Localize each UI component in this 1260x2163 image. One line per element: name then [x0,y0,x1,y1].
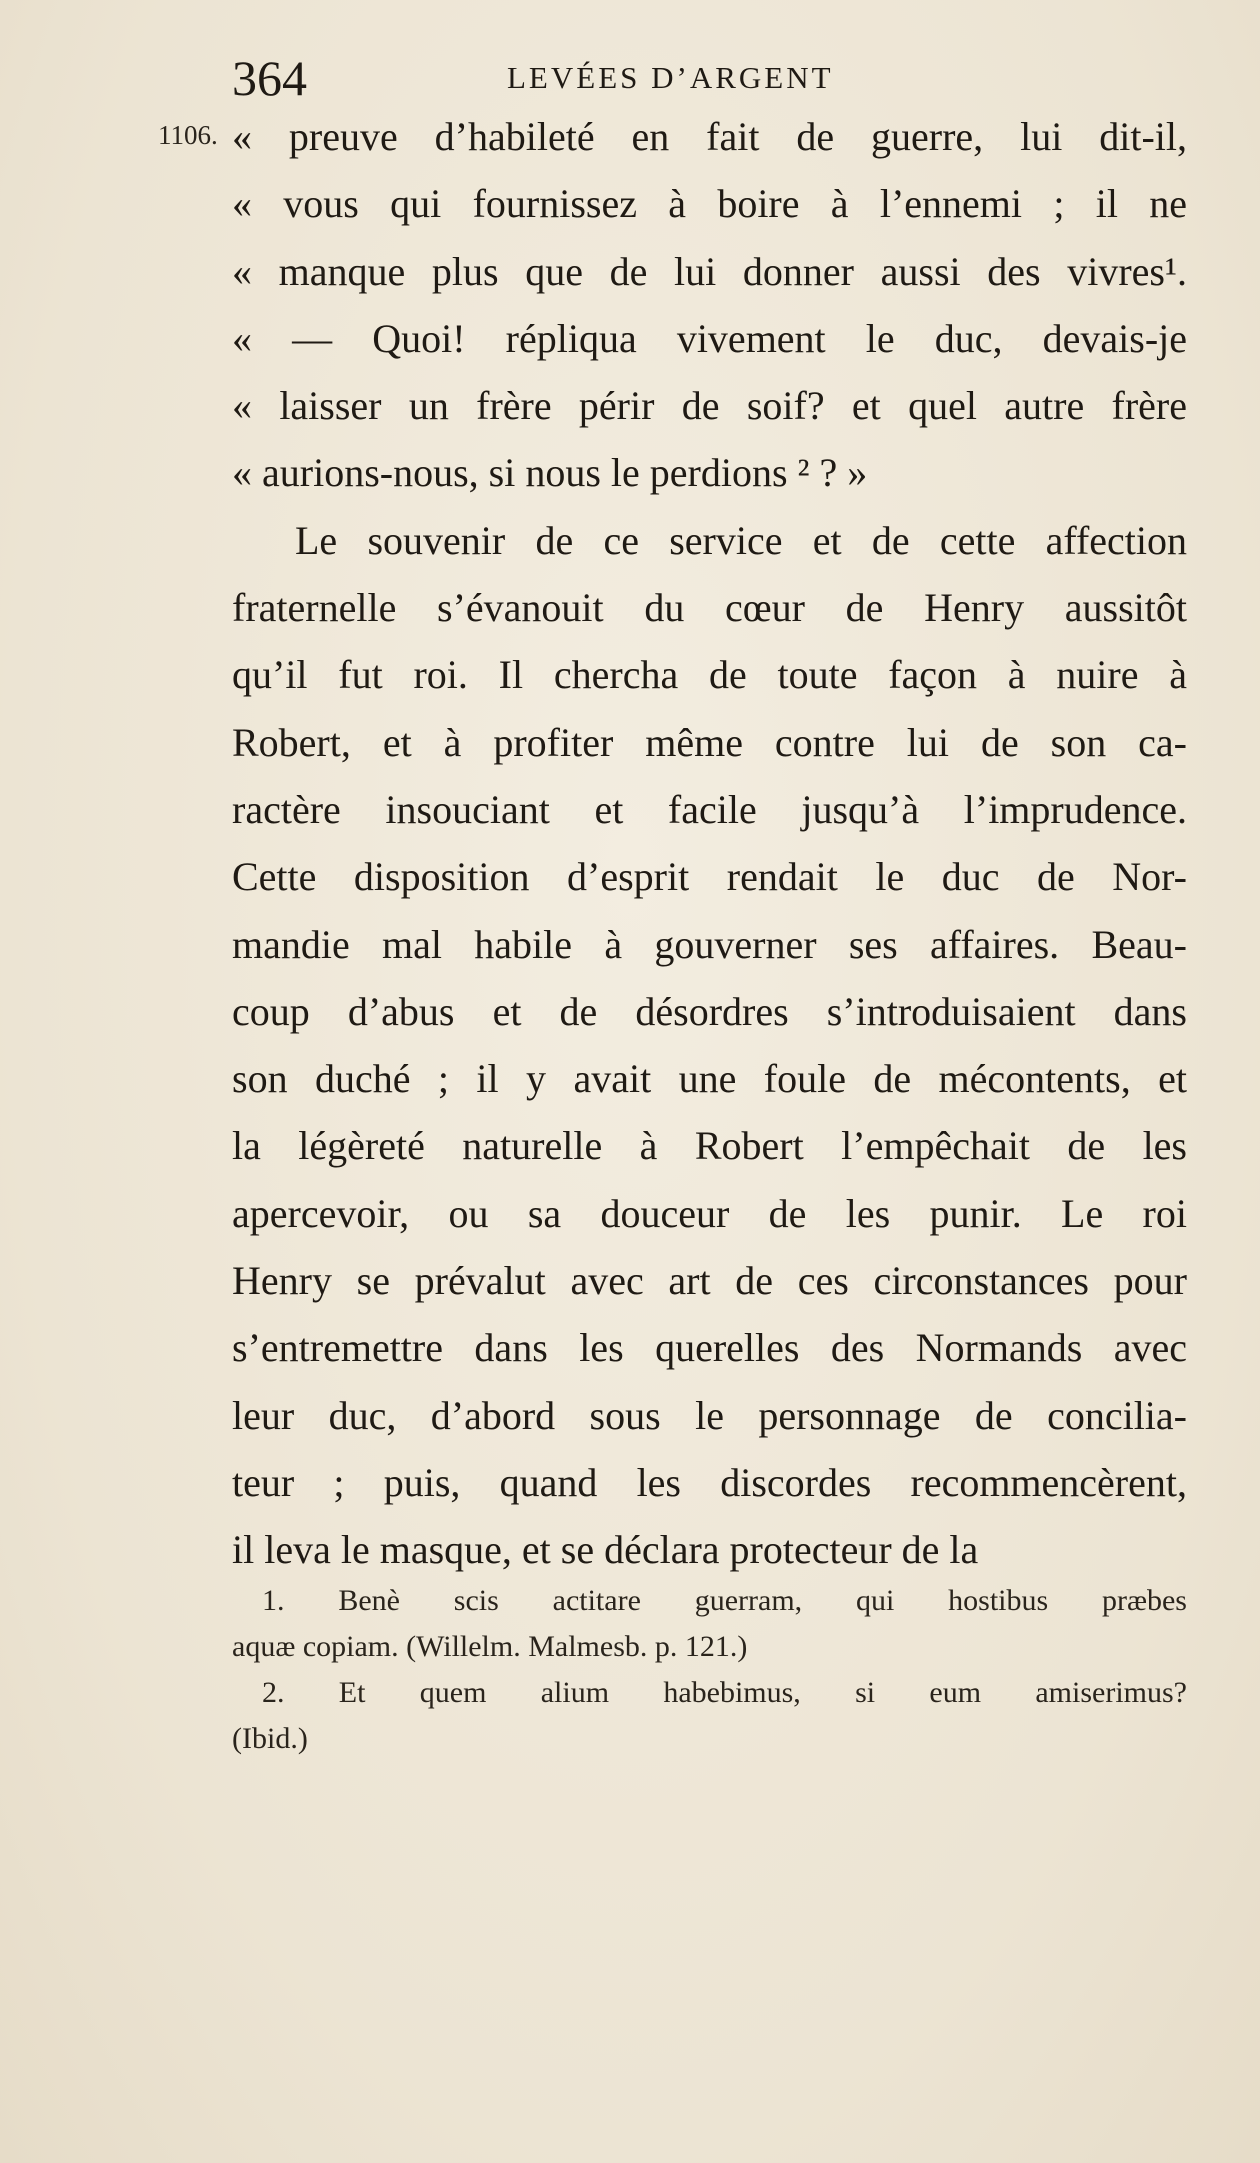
text-line: mandie mal habile à gouverner ses affaires. Beau- [232,921,1187,967]
text-line: la légèreté naturelle à Robert l’empêchait de les [232,1123,1187,1169]
footnote-line: (Ibid.) [232,1722,308,1755]
text-line: Cette disposition d’esprit rendait le duc de Nor- [232,854,1187,900]
text-line: « — Quoi! répliqua vivement le duc, devais-je [232,315,1187,361]
page-header [232,40,1012,110]
text-line: leur duc, d’abord sous le personnage de concilia- [232,1392,1187,1438]
footnotes [232,1578,1187,1762]
footnote-line: 2. Et quem alium habebimus, si eum amiserimus? [262,1676,1187,1709]
text-line: « manque plus que de lui donner aussi des vivres¹. [232,248,1187,294]
footnote-line: 1. Benè scis actitare guerram, qui hostibus præbes [262,1584,1187,1617]
text-line: teur ; puis, quand les discordes recommencèrent, [232,1459,1187,1505]
main-text [232,103,1187,1584]
text-line: Le souvenir de ce service et de cette affection [295,517,1187,563]
text-line: il leva le masque, et se déclara protecteur de la [232,1527,979,1573]
text-line: Robert, et à profiter même contre lui de son ca- [232,719,1187,765]
margin-year-note: 1106. [158,120,218,150]
text-line: Henry se prévalut avec art de ces circonstances pour [232,1258,1187,1304]
running-title: LEVÉES D’ARGENT [507,60,834,95]
text-line: apercevoir, ou sa douceur de les punir. Le roi [232,1190,1187,1236]
text-line: son duché ; il y avait une foule de mécontents, et [232,1056,1187,1102]
text-line: « preuve d’habileté en fait de guerre, lui dit-il, [232,114,1187,159]
text-line: ractère insouciant et facile jusqu’à l’imprudence. [232,786,1187,832]
text-line: « aurions-nous, si nous le perdions ² ? » [232,450,868,496]
text-line: coup d’abus et de désordres s’introduisaient dans [232,988,1187,1034]
footnote-line: aquæ copiam. (Willelm. Malmesb. p. 121.) [232,1630,748,1663]
text-line: « vous qui fournissez à boire à l’ennemi ; il ne [232,181,1187,227]
page-number: 364 [232,50,307,106]
text-line: fraternelle s’évanouit du cœur de Henry aussitôt [232,585,1187,631]
text-line: qu’il fut roi. Il chercha de toute façon à nuire à [232,652,1187,698]
text-line: s’entremettre dans les querelles des Normands avec [232,1325,1187,1371]
text-line: « laisser un frère périr de soif? et quel autre frère [232,383,1187,429]
